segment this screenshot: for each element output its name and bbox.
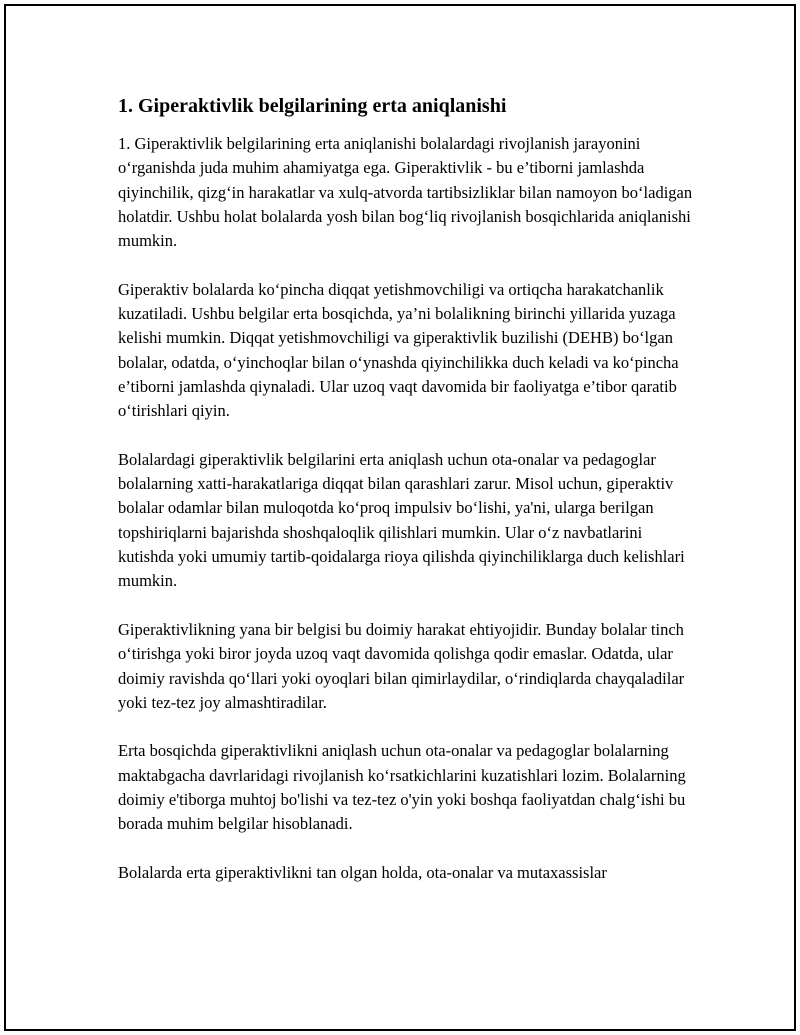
document-body — [118, 92, 698, 910]
paragraph-4: Giperaktivlikning yana bir belgisi bu doimiy harakat ehtiyojidir. Bunday bolalar tinch o‘tirishga yoki biror joyda uzoq vaqt davomida qolishga qodir emaslar. Odatda, ular doimiy ravishda qo‘llari yoki oyoqlari bilan qimirlaydilar, o‘rindiqlarda chayqaladilar yoki tez-tez joy almashtiradilar. — [118, 619, 685, 712]
paragraph-5: Erta bosqichda giperaktivlikni aniqlash uchun ota-onalar va pedagoglar bolalarning maktabgacha davrlaridagi rivojlanish ko‘rsatkichlarini kuzatishlari lozim. Bolalarning doimiy e'tiborga muhtoj bo'lishi va tez-tez o'yin yoki boshqa faoliyatdan chalg‘ishi bu borada muhim belgilar hisoblanadi. — [118, 741, 686, 834]
paragraph-2: Giperaktiv bolalarda ko‘pincha diqqat yetishmovchiligi va ortiqcha harakatchanlik kuzatiladi. Ushbu belgilar erta bosqichda, ya’ni bolalikning birinchi yillarida yuzaga kelishi mumkin. Diqqat yetishmovchiligi va giperaktivlik buzilishi (DEHB) bo‘lgan bolalar, odatda, o‘yinchoqlar bilan o‘ynashda qiyinchilikka duch keladi va ko‘pincha e’tiborni jamlashda qiynaladi. Ular uzoq vaqt davomida bir faoliyatga e’tibor qaratib o‘tirishlari qiyin. — [118, 279, 679, 421]
paragraph-1: 1. Giperaktivlik belgilarining erta aniqlanishi bolalardagi rivojlanish jarayonini o‘rganishda juda muhim ahamiyatga ega. Giperaktivlik - bu e’tiborni jamlashda qiyinchilik, qizg‘in harakatlar va xulq-atvorda tartibsizliklar bilan namoyon bo‘ladigan holatdir. Ushbu holat bolalarda yosh bilan bog‘liq rivojlanish bosqichlarida aniqlanishi mumkin. — [118, 134, 693, 251]
paragraph-3: Bolalardagi giperaktivlik belgilarini erta aniqlash uchun ota-onalar va pedagoglar bolalarning xatti-harakatlariga diqqat bilan qarashlari zarur. Misol uchun, giperaktiv bolalar odamlar bilan muloqotda ko‘proq impulsiv bo‘lishi, ya'ni, ularga berilgan topshiriqlarni bajarishda shoshqaloqlik qilishlari mumkin. Ular o‘z navbatlarini kutishda yoki umumiy tartib-qoidalarga rioya qilishda qiyinchiliklarga duch kelishlari mumkin. — [118, 449, 685, 591]
paragraph-6: Bolalarda erta giperaktivlikni tan olgan holda, ota-onalar va mutaxassislar — [118, 862, 607, 882]
document-heading: 1. Giperaktivlik belgilarining erta aniqlanishi — [118, 95, 507, 117]
